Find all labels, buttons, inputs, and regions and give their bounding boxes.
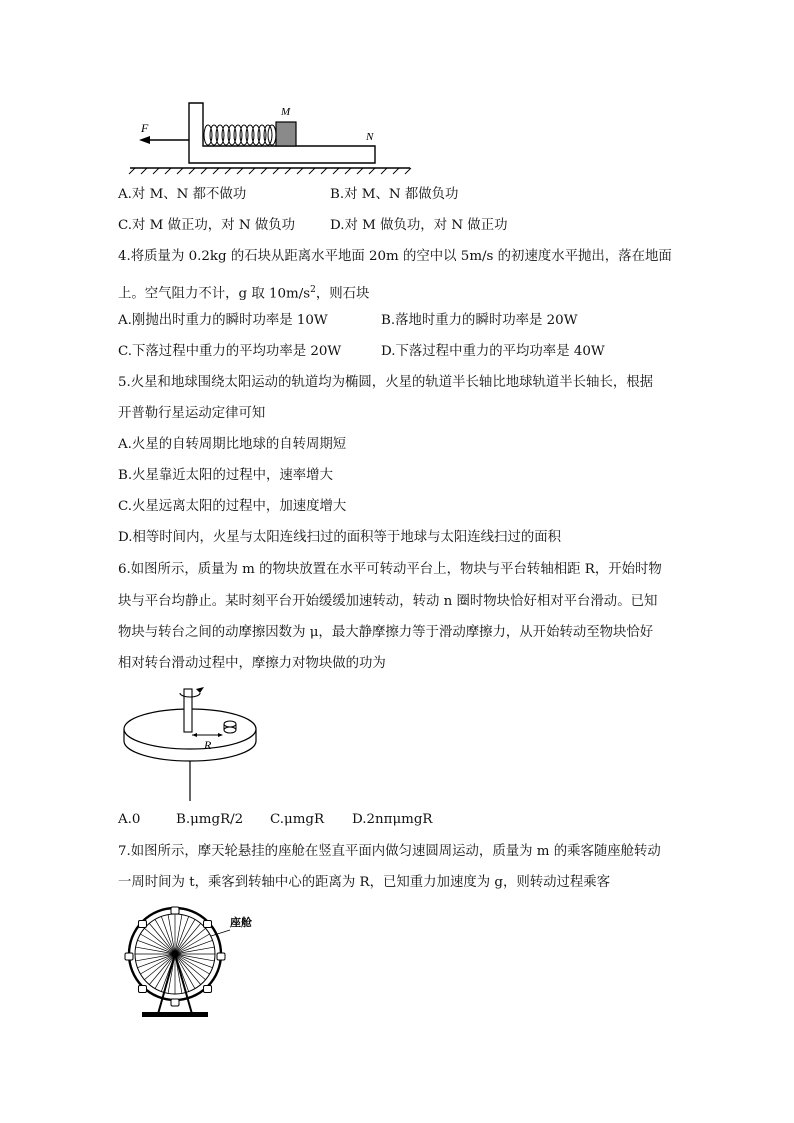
turntable-figure (118, 683, 268, 803)
cabin-icon (171, 907, 179, 914)
cabin-icon (204, 986, 212, 993)
q5-stem-line2: 开普勒行星运动定律可知 (118, 406, 266, 421)
ferris-wheel-figure (118, 902, 278, 1022)
q5-option-b: B.火星靠近太阳的过程中，速率增大 (118, 468, 333, 483)
cabin-icon (138, 986, 146, 993)
q3-option-d: D.对 M 做负功，对 N 做正功 (330, 218, 508, 233)
cabin-icon (217, 953, 225, 960)
q6-option-c: C.μmgR (270, 812, 325, 827)
q4-option-d: D.下落过程中重力的平均功率是 40W (381, 344, 605, 359)
q4-option-c: C.下落过程中重力的平均功率是 20W (118, 344, 342, 359)
q6-option-d: D.2nπμmgR (352, 812, 433, 827)
q6-stem-line4: 相对转台滑动过程中，摩擦力对物块做的功为 (118, 656, 386, 671)
q7-stem-line2: 一周时间为 t，乘客到转轴中心的距离为 R，已知重力加速度为 g，则转动过程乘客 (118, 875, 611, 890)
q5-option-a: A.火星的自转周期比地球的自转周期短 (118, 437, 347, 452)
cabin-icon (204, 920, 212, 927)
q4-stem-line2: 上。空气阻力不计，g 取 $10m/s^2$，则石块 (118, 285, 370, 302)
cabin-icon (138, 920, 146, 927)
spring-block-figure (125, 95, 415, 175)
q6-option-b: B.μmgR/2 (176, 812, 244, 827)
cabin-icon (171, 999, 179, 1006)
q5-option-d: D.相等时间内，火星与太阳连线扫过的面积等于地球与太阳连线扫过的面积 (118, 530, 562, 545)
q6-stem-line2: 块与平台均静止。某时刻平台开始缓缓加速转动，转动 n 圈时物块恰好相对平台滑动。已知 (118, 594, 658, 609)
q3-option-a: A.对 M、N 都不做功 (118, 187, 247, 202)
label-f: F (141, 121, 149, 135)
cabin-icon (125, 953, 133, 960)
q7-stem-line1: 7.如图所示，摩天轮悬挂的座舱在竖直平面内做匀速圆周运动，质量为 m 的乘客随座舱转动 (118, 844, 661, 859)
label-r: R (204, 738, 212, 752)
q5-stem-line1: 5.火星和地球围绕太阳运动的轨道均为椭圆，火星的轨道半长轴比地球轨道半长轴长，根据 (118, 375, 654, 390)
q4-stem-line1: 4.将质量为 0.2kg 的石块从距离水平地面 20m 的空中以 5m/s 的初速度水平抛出，落在地面 (118, 249, 672, 264)
q6-option-a: A.0 (118, 812, 141, 827)
label-cabin: 座舱 (230, 917, 252, 929)
q6-stem-line1: 6.如图所示，质量为 m 的物块放置在水平可转动平台上，物块与平台转轴相距 R，开始时物 (118, 562, 662, 577)
q4-option-a: A.刚抛出时重力的瞬时功率是 10W (118, 313, 328, 328)
q4-option-b: B.落地时重力的瞬时功率是 20W (381, 313, 578, 328)
label-n: N (366, 131, 374, 143)
q5-option-c: C.火星远离太阳的过程中，加速度增大 (118, 499, 347, 514)
block-m (276, 122, 296, 146)
q3-option-b: B.对 M、N 都做负功 (330, 187, 459, 202)
q6-stem-line3: 物块与转台之间的动摩擦因数为 μ，最大静摩擦力等于滑动摩擦力，从开始转动至物块恰好 (118, 625, 654, 640)
q3-option-c: C.对 M 做正功，对 N 做负功 (118, 218, 295, 233)
label-m: M (281, 106, 291, 118)
